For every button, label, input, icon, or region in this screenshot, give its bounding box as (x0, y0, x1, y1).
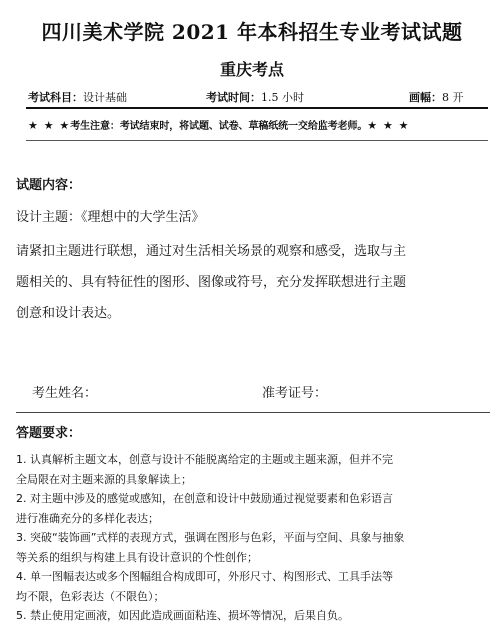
requirement-line: 全局限在对主题来源的具象解读上； (16, 472, 192, 486)
description-line: 题相关的、具有特征性的图形、图像或符号，充分发挥联想进行主题 (16, 275, 407, 290)
meta-subject-value: 设计基础 (83, 91, 127, 104)
content-description (16, 236, 490, 329)
requirement-line: 2. 对主题中涉及的感觉或感知，在创意和设计中鼓励通过视觉要素和色彩语言 (16, 492, 393, 505)
fields-divider (16, 412, 490, 413)
requirement-line: 等关系的组织与构建上具有设计意识的个性创作； (16, 550, 258, 564)
notice-text: 考生注意：考试结束时，将试题、试卷、草稿纸统一交给监考老师。 (70, 121, 368, 132)
meta-time-value: 1.5 小时 (261, 91, 304, 104)
requirements-list (16, 450, 492, 626)
requirement-line: 1. 认真解析主题文本，创意与设计不能脱离给定的主题或主题来源，但并不完 (16, 453, 393, 466)
meta-time (206, 89, 304, 105)
exam-meta-row (28, 89, 490, 107)
requirement-line: 4. 单一图幅表达或多个图幅组合构成即可，外形尺寸、构图形式、工具手法等 (16, 570, 393, 583)
exam-notice (28, 117, 488, 132)
admission-number-field: 准考证号： (262, 386, 328, 401)
description-line: 创意和设计表达。 (16, 306, 121, 321)
meta-format-label: 画幅： (409, 91, 442, 104)
header-divider (26, 107, 488, 109)
meta-time-label: 考试时间： (206, 91, 261, 104)
candidate-name-field: 考生姓名： (32, 386, 98, 401)
exam-venue: 重庆考点 (219, 60, 284, 79)
requirement-line: 均不限，色彩表达（不限色）； (16, 589, 165, 603)
description-line: 请紧扣主题进行联想，通过对生活相关场景的观察和感受，选取与主 (16, 244, 407, 259)
content-heading: 试题内容： (16, 178, 82, 193)
requirement-line: 进行准确充分的多样化表达； (16, 511, 159, 525)
notice-divider (26, 140, 488, 141)
exam-title: 四川美术学院 2021 年本科招生专业考试试题 (41, 20, 463, 44)
meta-subject (28, 89, 127, 105)
notice-stars-right: ★ ★ ★ (367, 119, 410, 132)
design-theme: 设计主题：《理想中的大学生活》 (16, 210, 205, 225)
notice-stars-left: ★ ★ ★ (28, 119, 71, 132)
meta-format (409, 89, 464, 105)
requirement-line: 3. 突破“装饰画”式样的表现方式，强调在图形与色彩，平面与空间、具象与抽象 (16, 531, 405, 544)
meta-subject-label: 考试科目： (28, 91, 83, 104)
requirements-heading: 答题要求： (16, 426, 82, 441)
requirement-line: 5. 禁止使用定画液，如因此造成画面粘连、损坏等情况，后果自负。 (16, 609, 349, 622)
meta-format-value: 8 开 (442, 91, 464, 104)
